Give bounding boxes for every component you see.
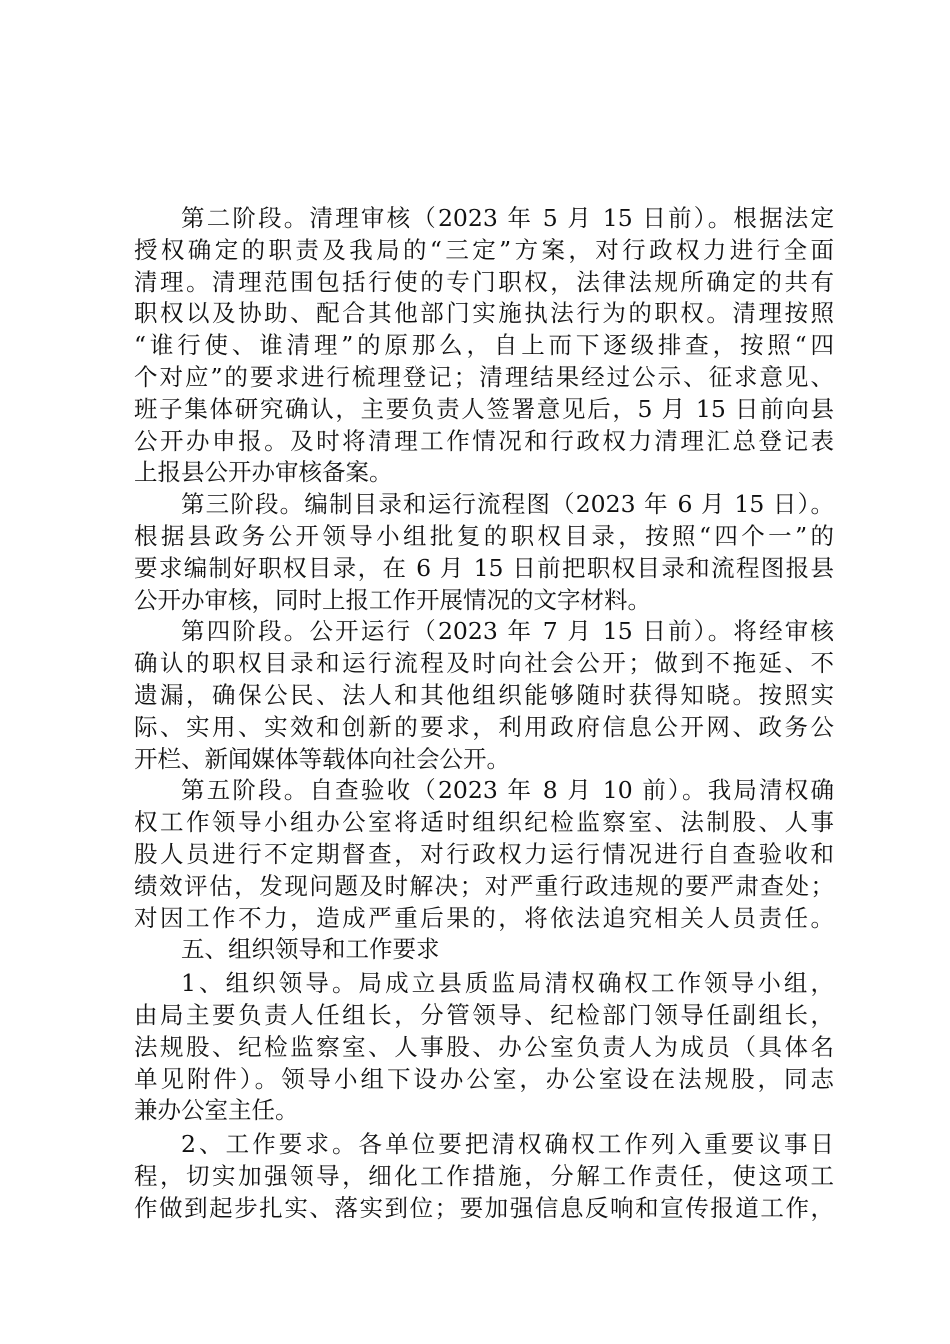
text-line: 班子集体研究确认，主要负责人签署意见后，5 月 15 日前向县 — [134, 394, 834, 423]
text-line: 遗漏，确保公民、法人和其他组织能够随时获得知晓。按照实 — [134, 680, 834, 709]
text-line: 开栏、新闻媒体等载体向社会公开。 — [134, 744, 510, 773]
text-line: 个对应”的要求进行梳理登记；清理结果经过公示、征求意见、 — [134, 362, 834, 391]
text-line: 根据县政务公开领导小组批复的职权目录，按照“四个一”的 — [134, 521, 834, 550]
paragraph-stage-5 — [134, 775, 834, 934]
text-line: 法规股、纪检监察室、人事股、办公室负责人为成员（具体名 — [134, 1032, 834, 1061]
text-line: 2、工作要求。各单位要把清权确权工作列入重要议事日 — [181, 1130, 834, 1159]
section-title: 五、组织领导和工作要求 — [181, 935, 440, 964]
text-line: 第二阶段。清理审核（2023 年 5 月 15 日前）。根据法定 — [181, 204, 834, 232]
text-line: 第三阶段。编制目录和运行流程图（2023 年 6 月 15 日）。 — [181, 490, 834, 519]
section-heading — [134, 934, 834, 966]
text-line: 授权确定的职责及我局的“三定”方案，对行政权力进行全面 — [134, 235, 834, 264]
document-body — [134, 203, 834, 1225]
paragraph-stage-3 — [134, 489, 834, 616]
text-line: 公开办审核，同时上报工作开展情况的文字材料。 — [134, 585, 651, 614]
paragraph-item-2 — [134, 1129, 834, 1224]
text-line: 1、组织领导。局成立县质监局清权确权工作领导小组， — [181, 969, 834, 998]
text-line: 对因工作不力，造成严重后果的，将依法追究相关人员责任。 — [134, 903, 834, 932]
text-line: 公开办申报。及时将清理工作情况和行政权力清理汇总登记表 — [134, 426, 834, 455]
text-line: 由局主要负责人任组长，分管领导、纪检部门领导任副组长， — [134, 1000, 834, 1029]
text-line: 职权以及协助、配合其他部门实施执法行为的职权。清理按照 — [134, 299, 834, 328]
text-line: 绩效评估，发现问题及时解决；对严重行政违规的要严肃查处； — [134, 871, 834, 900]
text-line: 际、实用、实效和创新的要求，利用政府信息公开网、政务公 — [134, 712, 834, 741]
text-line: 兼办公室主任。 — [134, 1096, 299, 1125]
text-line: 清理。清理范围包括行使的专门职权，法律法规所确定的共有 — [134, 267, 834, 296]
text-line: 单见附件）。领导小组下设办公室，办公室设在法规股，同志 — [134, 1064, 834, 1093]
text-line: 第五阶段。自查验收（2023 年 8 月 10 前）。我局清权确 — [181, 776, 834, 805]
text-line: 程，切实加强领导，细化工作措施，分解工作责任，使这项工 — [134, 1161, 834, 1190]
text-line: “谁行使、谁清理”的原那么，自上而下逐级排查，按照“四 — [134, 331, 834, 360]
text-line: 股人员进行不定期督查，对行政权力运行情况进行自查验收和 — [134, 839, 834, 868]
text-line: 要求编制好职权目录，在 6 月 15 日前把职权目录和流程图报县 — [134, 553, 834, 582]
paragraph-stage-4 — [134, 616, 834, 775]
text-line: 上报县公开办审核备案。 — [134, 458, 393, 487]
text-line: 第四阶段。公开运行（2023 年 7 月 15 日前）。将经审核 — [181, 617, 834, 646]
text-line: 作做到起步扎实、落实到位；要加强信息反响和宣传报道工作， — [134, 1193, 834, 1222]
paragraph-stage-2 — [134, 203, 834, 489]
paragraph-item-1 — [134, 968, 834, 1127]
text-line: 权工作领导小组办公室将适时组织纪检监察室、法制股、人事 — [134, 808, 834, 837]
text-line: 确认的职权目录和运行流程及时向社会公开；做到不拖延、不 — [134, 649, 834, 678]
